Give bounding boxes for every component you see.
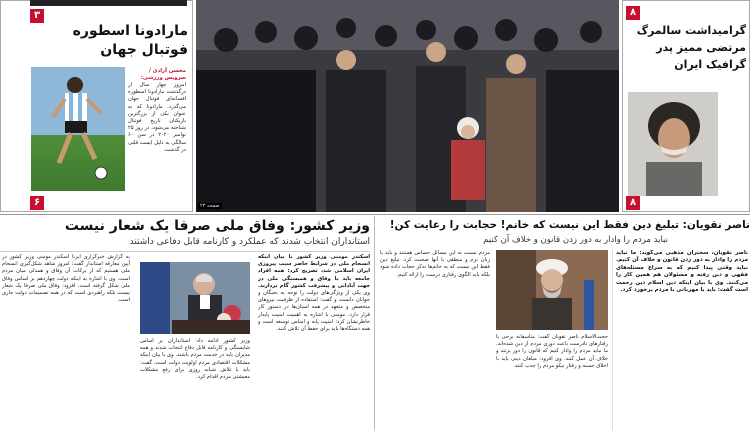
page-badge-right-top[interactable]: ۸ (626, 6, 640, 20)
interior-column-lead (258, 254, 370, 430)
page-badge-right-bottom[interactable]: ۸ (626, 196, 640, 210)
hero-photo (196, 0, 619, 212)
portrait-icon (628, 92, 718, 196)
religion-column-side: ناصر نقویان، سخنران مذهبی می‌گوید: ما نباید مردم را وادار به دور زدن قانون و خلاف آن کنیم. نباید وقتی پیدا کنیم که به سراغ مسئله‌های فقهی و دین رفته و مسئولان هم همین کار را می‌کنند. وی با بیان اینکه دین اسلام دین رحمت است گفت: باید با مهربانی با مردم برخورد کرد. (616, 250, 748, 294)
interior-article-subtitle: استانداران انتخاب شدند که عملکرد و کارنامه قابل دفاعی داشتند (129, 237, 370, 247)
interior-lead-bold: اسکندر مومنی وزیر کشور با بیان اینکه انسجام ملی در شرایط حاضر سبب پیروزی ایران اسلامی شد، تصریح کرد: همه افراد جامعه باید با وفاق و همبستگی ملی در جهت آبادانی و پیشرفت کشور گام بردارند. (258, 254, 370, 289)
maradona-photo (31, 67, 125, 191)
minister-podium-icon (140, 262, 250, 334)
cleric-portrait-icon (496, 250, 608, 330)
interior-column-mid: وزیر کشور ادامه داد: استانداران بر اساس شایستگی و کارنامه قابل دفاع انتخاب شدند و همه مدیران باید در خدمت مردم باشند. وی با بیان اینکه مشکلات اقتصادی مردم اولویت دولت است، گفت: باید با تلاش شبانه روزی برای رفع مشکلات معیشتی مردم اقدام کرد. (140, 338, 250, 381)
religion-article-title[interactable]: ناصر نقویان: تبلیغ دین فقط این نیست که خانم! حجابت را رعایت کن! (389, 219, 750, 231)
crowd-scene-icon (196, 0, 619, 212)
interior-column-left: به گزارش خبرگزاری ایرنا اسکندر مومنی وزیر کشور در آیین معارفه استاندار گفت: امروز شاهد شکل‌گیری انسجام ملی هستیم که از برکات آن وفاق و همدلی میان مردم است. وی با اشاره به اینکه دولت چهاردهم بر اساس وفاق ملی شکل گرفته است، افزود: وفاق ملی صرفا یک شعار نیست بلکه راهبردی است که در همه تصمیمات دولت جاری است. (2, 254, 130, 304)
section-divider (0, 214, 750, 215)
left-feature-body: امروز چهار سال از درگذشت مارادونا اسطوره افسانه‌ای فوتبال جهان می‌گذرد. مارادونا که به عنوان یکی از بزرگترین بازیکنان تاریخ فوتبال شناخته می‌شود، در روز ۲۵ نوامبر ۲۰۲۰ در سن ۶۰ سالگی به دلیل ایست قلبی در گذشت. (128, 82, 186, 153)
religion-column-mid: حجت‌الاسلام ناصر نقویان گفت: متاسفانه برخی با رفتارهای نادرست باعث دوری مردم از دین شده‌اند. ما نباید مردم را وادار کنیم که قانون را دور بزنند و خلاف آن عمل کنند. وی افزود: مبلغان دینی باید با اخلاق حسنه و رفتار نیکو مردم را جذب کنند. (496, 334, 608, 369)
interior-article-title[interactable]: وزیر کشور: وفاق ملی صرفا یک شعار نیست (64, 218, 370, 234)
religion-article-subtitle: نباید مردم را وادار به دور زدن قانون و خلاف آن کنیم (483, 235, 668, 245)
left-feature-topbar (30, 0, 187, 6)
religion-col-divider (612, 250, 613, 430)
hero-caption: صفحه ۲۳ (200, 203, 220, 209)
left-feature-title[interactable]: مارادونا اسطوره فوتبال جهان (72, 23, 188, 58)
right-feature-title[interactable]: گرامیداشت سالمرگ مرتضی ممیز پدر گرافیک ایران (636, 24, 746, 71)
momayez-portrait (628, 92, 718, 196)
interior-lead-body: وی یکی از ویژگی‌های دولت را توجه به نخبگان و جوانان دانست و گفت: استفاده از ظرفیت نیروهای متخصص و متعهد در همه استان‌ها در دستور کار قرار دارد. مومنی با اشاره به اهمیت امنیت پایدار خاطرنشان کرد: امنیت پایه و اساس توسعه است و همه دستگاه‌ها باید برای حفظ آن تلاش کنند. (258, 290, 370, 333)
vertical-divider (374, 216, 375, 430)
minister-photo (140, 262, 250, 334)
page-badge-left-top[interactable]: ۳ (30, 9, 44, 23)
interior-col-divider (0, 251, 370, 252)
page-badge-left-bottom[interactable]: ۶ (30, 196, 44, 210)
religion-column-left: مردم نسبت به این مسائل حساس هستند و باید با زبان نرم و منطقی با آنها صحبت کرد. تبلیغ دین فقط این نیست که به خانم‌ها تذکر حجاب داده شود بلکه باید الگوی رفتاری درست را ارائه کنیم. (380, 250, 490, 278)
left-feature-byline: محسن آزادی / سرویس ورزشی: (140, 68, 186, 81)
player-figure-icon (31, 67, 125, 191)
cleric-photo (496, 250, 608, 330)
